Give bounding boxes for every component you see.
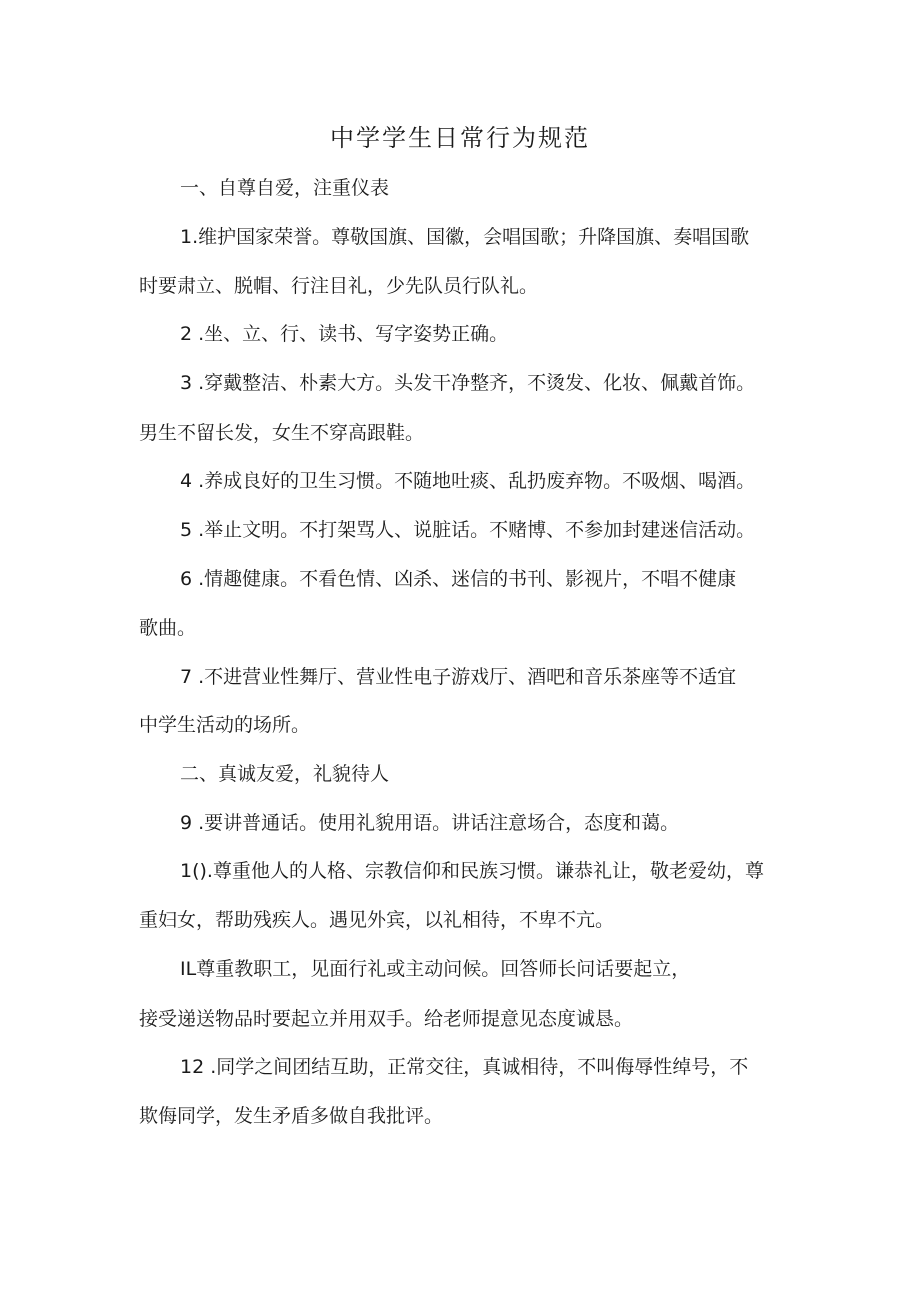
paragraph-line: 欺侮同学，发生矛盾多做自我批评。: [139, 1105, 444, 1127]
paragraph-line: 重妇女，帮助残疾人。遇见外宾，以礼相待，不卑不亢。: [139, 909, 615, 931]
paragraph-line: 6 .情趣健康。不看色情、凶杀、迷信的书刊、影视片，不唱不健康: [180, 568, 737, 590]
paragraph-line: 9 .要讲普通话。使用礼貌用语。讲话注意场合，态度和蔼。: [180, 812, 680, 834]
section-heading: 二、真诚友爱，礼貌待人: [180, 763, 390, 785]
paragraph-line: 时要肃立、脱帽、行注目礼，少先队员行队礼。: [139, 275, 539, 297]
paragraph-line: 1.维护国家荣誉。尊敬国旗、国徽，会唱国歌；升降国旗、奏唱国歌: [180, 226, 750, 248]
paragraph-line: 12 .同学之间团结互助，正常交往，真诚相待，不叫侮辱性绰号，不: [180, 1056, 749, 1078]
paragraph-line: 3 .穿戴整洁、朴素大方。头发干净整齐，不烫发、化妆、佩戴首饰。: [180, 372, 756, 394]
paragraph-line: 1().尊重他人的人格、宗教信仰和民族习惯。谦恭礼让，敬老爱幼，尊: [180, 860, 764, 882]
paragraph-line: 4 .养成良好的卫生习惯。不随地吐痰、乱扔废弃物。不吸烟、喝酒。: [180, 470, 756, 492]
paragraph-line: IL尊重教职工，见面行礼或主动问候。回答师长问话要起立，: [180, 958, 691, 980]
paragraph-line: 5 .举止文明。不打架骂人、说脏话。不赌博、不参加封建迷信活动。: [180, 519, 756, 541]
paragraph-line: 歌曲。: [139, 617, 197, 639]
page-title: 中学学生日常行为规范: [330, 124, 590, 152]
section-heading: 一、自尊自爱，注重仪表: [180, 177, 390, 199]
paragraph-line: 中学生活动的场所。: [139, 714, 311, 736]
paragraph-line: 7 .不进营业性舞厅、营业性电子游戏厅、酒吧和音乐茶座等不适宜: [180, 666, 737, 688]
paragraph-line: 男生不留长发，女生不穿高跟鞋。: [139, 422, 425, 444]
paragraph-line: 接受递送物品时要起立并用双手。给老师提意见态度诚恳。: [139, 1008, 634, 1030]
paragraph-line: 2 .坐、立、行、读书、写字姿势正确。: [180, 323, 509, 345]
